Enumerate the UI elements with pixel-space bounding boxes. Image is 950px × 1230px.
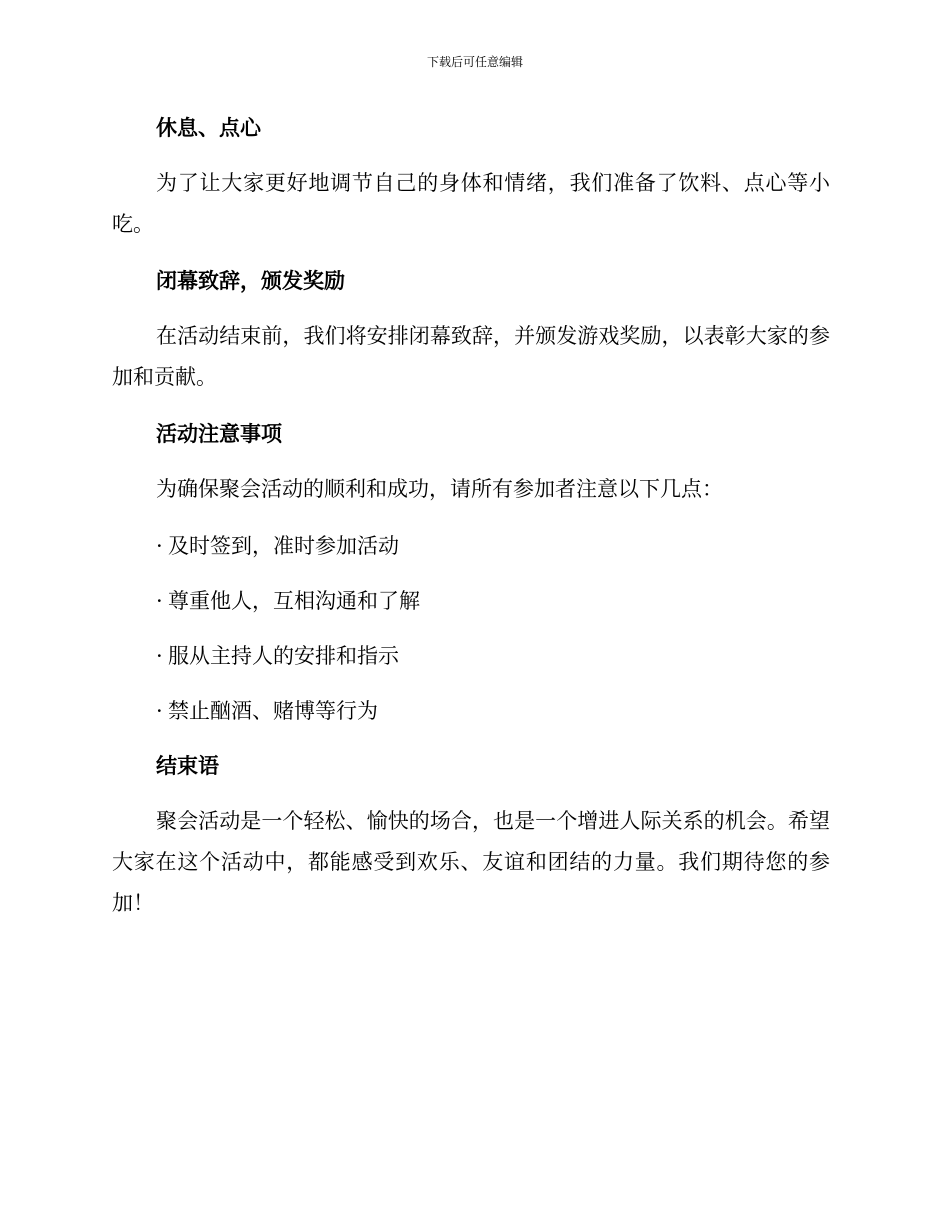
section-paragraph-closing-ceremony: 在活动结束前，我们将安排闭幕致辞，并颁发游戏奖励，以表彰大家的参加和贡献。 [112, 324, 830, 389]
section-heading-closing-ceremony: 闭幕致辞，颁发奖励 [156, 268, 345, 293]
list-item-text: 及时签到，准时参加活动 [168, 534, 399, 558]
bullet-icon: · [156, 534, 163, 558]
section-paragraph-notes: 为确保聚会活动的顺利和成功，请所有参加者注意以下几点： [156, 477, 723, 501]
section-heading-conclusion: 结束语 [156, 753, 219, 778]
bullet-icon: · [156, 699, 163, 723]
section-heading-notes: 活动注意事项 [156, 421, 282, 446]
section-paragraph-break: 为了让大家更好地调节自己的身体和情绪，我们准备了饮料、点心等小吃。 [112, 171, 830, 236]
list-item-text: 服从主持人的安排和指示 [168, 644, 399, 668]
section-heading-break: 休息、点心 [156, 115, 261, 140]
page-header-note: 下载后可任意编辑 [426, 55, 523, 69]
list-item [112, 583, 830, 620]
document-body [112, 110, 830, 942]
list-item-text: 禁止酗酒、赌博等行为 [168, 699, 378, 723]
notes-list [112, 528, 830, 730]
list-item [112, 693, 830, 730]
bullet-icon: · [156, 644, 163, 668]
list-item-text: 尊重他人，互相沟通和了解 [168, 589, 420, 613]
bullet-icon: · [156, 589, 163, 613]
list-item [112, 528, 830, 565]
section-paragraph-conclusion: 聚会活动是一个轻松、愉快的场合，也是一个增进人际关系的机会。希望大家在这个活动中，都能感受到欢乐、友谊和团结的力量。我们期待您的参加！ [112, 809, 830, 915]
list-item [112, 638, 830, 675]
